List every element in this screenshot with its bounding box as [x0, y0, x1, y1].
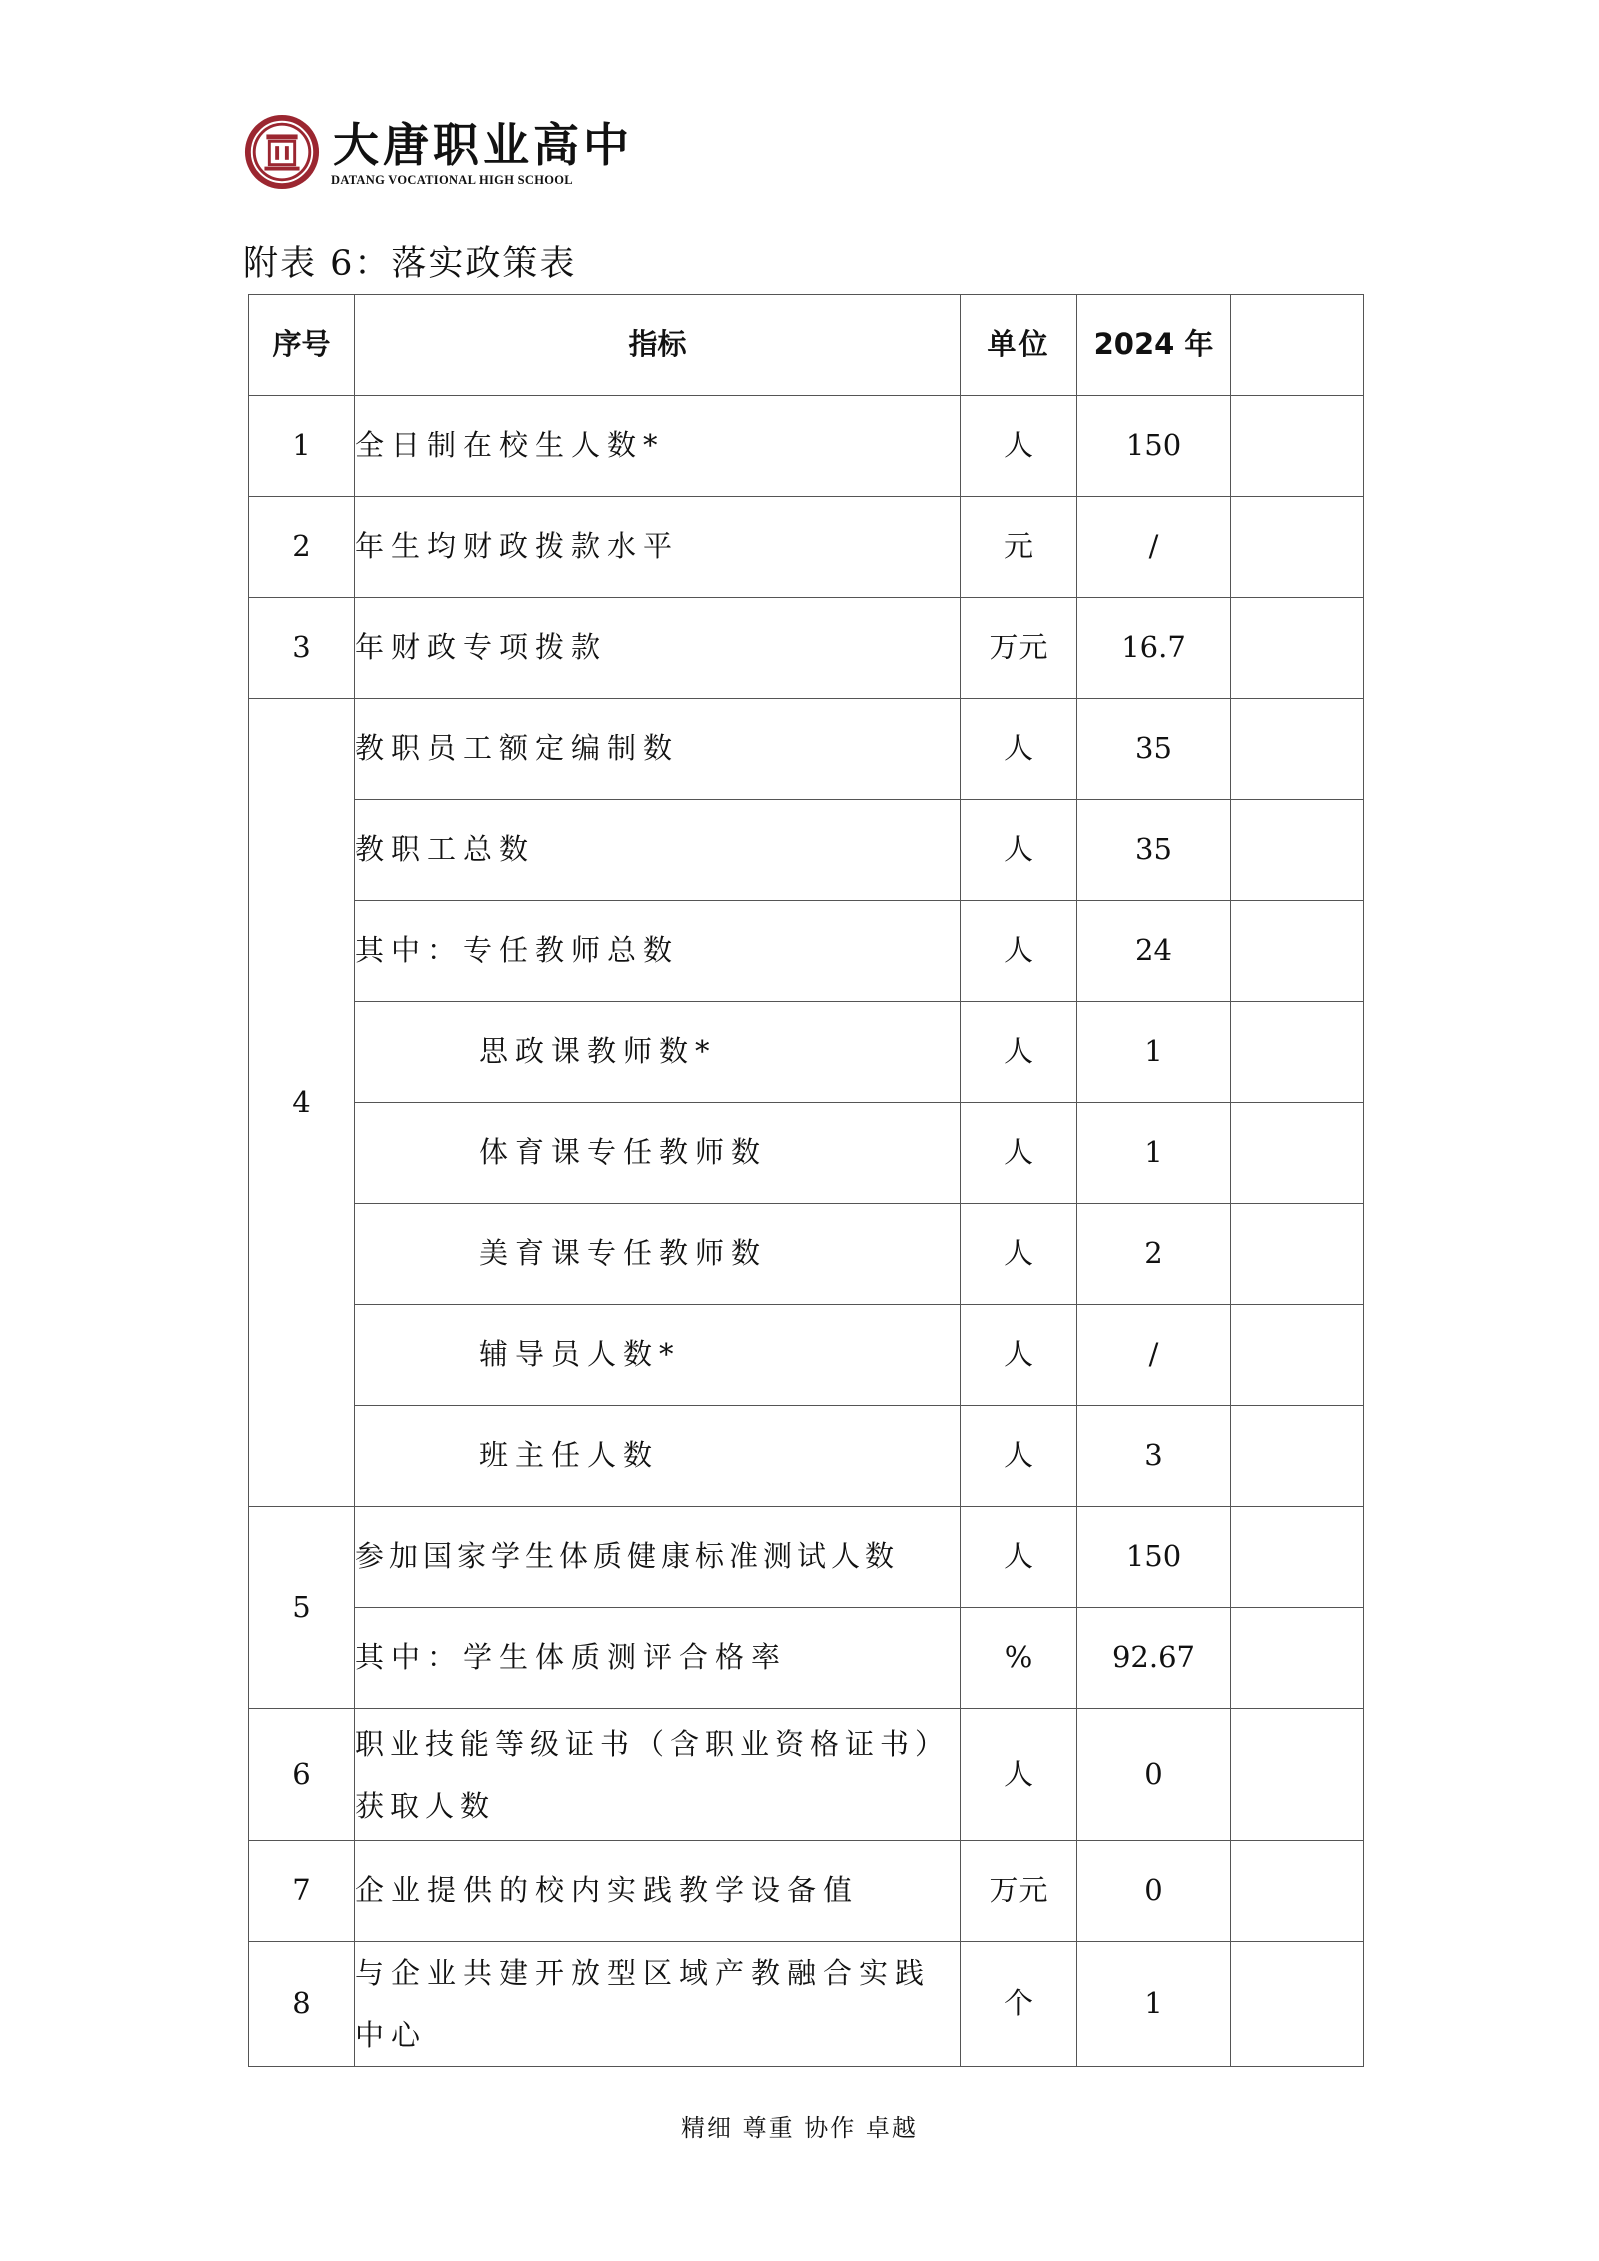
row-indicator: 教职工总数: [355, 800, 961, 901]
row-value: 3: [1077, 1406, 1231, 1507]
school-logo: [243, 113, 633, 193]
row-seq: 7: [249, 1841, 355, 1942]
row-value: 35: [1077, 800, 1231, 901]
table-row: [249, 1305, 1364, 1406]
row-extra: [1231, 1841, 1364, 1942]
table-row: [249, 1204, 1364, 1305]
row-value: 1: [1077, 1002, 1231, 1103]
row-indicator: 其中：专任教师总数: [355, 901, 961, 1002]
table-caption: 附表 6：落实政策表: [243, 244, 577, 284]
row-unit: 人: [961, 1002, 1077, 1103]
row-indicator: 与企业共建开放型区域产教融合实践中心: [355, 1942, 961, 2067]
table-row: [249, 1942, 1364, 2067]
row-indicator: 其中：学生体质测评合格率: [355, 1608, 961, 1709]
row-extra: [1231, 497, 1364, 598]
row-seq: 3: [249, 598, 355, 699]
row-extra: [1231, 800, 1364, 901]
table-row: [249, 598, 1364, 699]
row-value: /: [1077, 1305, 1231, 1406]
row-value: 35: [1077, 699, 1231, 800]
table-row: [249, 1709, 1364, 1841]
table-row: [249, 1608, 1364, 1709]
row-unit: 人: [961, 1204, 1077, 1305]
row-value: 92.67: [1077, 1608, 1231, 1709]
row-extra: [1231, 1002, 1364, 1103]
row-indicator: 班主任人数: [355, 1406, 961, 1507]
row-indicator: 思政课教师数*: [355, 1002, 961, 1103]
table-row: [249, 396, 1364, 497]
row-indicator: 美育课专任教师数: [355, 1204, 961, 1305]
row-extra: [1231, 598, 1364, 699]
table-row: [249, 1002, 1364, 1103]
row-indicator: 辅导员人数*: [355, 1305, 961, 1406]
row-extra: [1231, 1942, 1364, 2067]
header-unit: 单位: [961, 295, 1077, 396]
row-value: /: [1077, 497, 1231, 598]
row-unit: %: [961, 1608, 1077, 1709]
row-value: 0: [1077, 1841, 1231, 1942]
row-unit: 人: [961, 901, 1077, 1002]
header-indicator: 指标: [355, 295, 961, 396]
row-seq: 2: [249, 497, 355, 598]
row-unit: 万元: [961, 1841, 1077, 1942]
row-unit: 人: [961, 1305, 1077, 1406]
row-value: 16.7: [1077, 598, 1231, 699]
table-row: [249, 1103, 1364, 1204]
row-extra: [1231, 1103, 1364, 1204]
table-row: [249, 1841, 1364, 1942]
table-header-row: [249, 295, 1364, 396]
row-unit: 元: [961, 497, 1077, 598]
row-value: 2: [1077, 1204, 1231, 1305]
row-indicator: 职业技能等级证书（含职业资格证书）获取人数: [355, 1709, 961, 1841]
row-value: 1: [1077, 1103, 1231, 1204]
row-unit: 人: [961, 1406, 1077, 1507]
page-footer-motto: 精细 尊重 协作 卓越: [681, 2114, 918, 2142]
row-extra: [1231, 1305, 1364, 1406]
row-extra: [1231, 1709, 1364, 1841]
header-seq: 序号: [249, 295, 355, 396]
row-indicator: 年财政专项拨款: [355, 598, 961, 699]
table-row: [249, 1406, 1364, 1507]
row-extra: [1231, 396, 1364, 497]
row-indicator: 体育课专任教师数: [355, 1103, 961, 1204]
school-seal-icon: [243, 113, 321, 191]
row-value: 150: [1077, 396, 1231, 497]
row-indicator: 参加国家学生体质健康标准测试人数: [355, 1507, 961, 1608]
table-row: [249, 901, 1364, 1002]
row-unit: 人: [961, 800, 1077, 901]
row-extra: [1231, 1204, 1364, 1305]
row-unit: 个: [961, 1942, 1077, 2067]
row-indicator: 年生均财政拨款水平: [355, 497, 961, 598]
row-seq: 1: [249, 396, 355, 497]
table-row: [249, 1507, 1364, 1608]
policy-table: [248, 294, 1364, 2067]
header-extra: [1231, 295, 1364, 396]
row-unit: 人: [961, 699, 1077, 800]
row-seq: 8: [249, 1942, 355, 2067]
row-extra: [1231, 1608, 1364, 1709]
table-row: [249, 699, 1364, 800]
row-unit: 人: [961, 1103, 1077, 1204]
row-indicator: 企业提供的校内实践教学设备值: [355, 1841, 961, 1942]
row-seq: 4: [249, 699, 355, 1507]
row-extra: [1231, 901, 1364, 1002]
row-seq: 5: [249, 1507, 355, 1709]
row-extra: [1231, 1507, 1364, 1608]
table-row: [249, 800, 1364, 901]
row-seq: 6: [249, 1709, 355, 1841]
row-value: 0: [1077, 1709, 1231, 1841]
row-indicator: 全日制在校生人数*: [355, 396, 961, 497]
row-extra: [1231, 1406, 1364, 1507]
logo-chinese-name: 大唐职业高中: [333, 118, 633, 172]
row-indicator: 教职员工额定编制数: [355, 699, 961, 800]
row-value: 24: [1077, 901, 1231, 1002]
row-unit: 人: [961, 396, 1077, 497]
table-row: [249, 497, 1364, 598]
logo-english-name: DATANG VOCATIONAL HIGH SCHOOL: [331, 173, 573, 187]
row-unit: 人: [961, 1709, 1077, 1841]
row-extra: [1231, 699, 1364, 800]
row-value: 150: [1077, 1507, 1231, 1608]
header-year: 2024 年: [1077, 295, 1231, 396]
row-unit: 万元: [961, 598, 1077, 699]
row-value: 1: [1077, 1942, 1231, 2067]
row-unit: 人: [961, 1507, 1077, 1608]
